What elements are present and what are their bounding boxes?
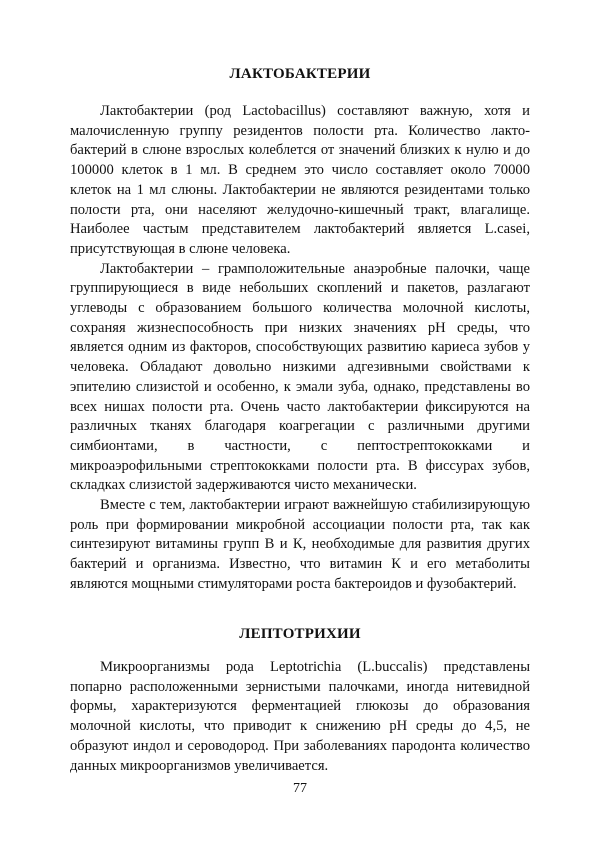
paragraph: Вместе с тем, лактобактерии играют важнейшую стабилизирующую роль при формировании микробной ассоциации полости рта, так как синтезируют витамины групп В и К, необходимые для развития других бактерий и организма. Известно, что витамин К и его метаболиты являются мощными стимуляторами роста бактероидов и фузобактерий.	[70, 497, 530, 592]
paragraph: Лактобактерии (род Lactobacillus) составляют важную, хотя и малочисленную группу резидентов полости рта. Количество лактобактерий в слюне взрослых колеблется от значений близких к нулю и до 100000 клеток в 1 мл. В среднем это число составляет около 70000 клеток на 1 мл слюны. Лактобактерии не являются резидентами только полости рта, они населяют желудочно-кишечный тракт, влагалище. Наиболее частым представителем лактобактерий является L.casei, присутствующая в слюне человека.	[70, 103, 530, 257]
section-title-lactobacteria: ЛАКТОБАКТЕРИИ	[229, 66, 371, 82]
paragraph: Лактобактерии – грамположительные анаэробные палочки, чаще группирующиеся в виде небольших скоплений и пакетов, разлагают углеводы с образованием большого количества молочной кислоты, сохраняя жизнеспособность при низких значениях pH среды, что является одним из факторов, способствующих развитию кариеса зубов у человека. Обладают довольно низкими адгезивными свойствами к эпителию слизистой и особенно, к эмали зуба, однако, представлены во всех нишах полости рта. Очень часто лактобактерии фиксируются на различных тканях благодаря коагрегации с различными другими симбионтами, в частности, с пептострептококками и микроаэрофильными стрептококками полости рта. В фиссурах зубов, складках слизистой задерживаются чисто механически.	[70, 260, 530, 494]
section-title-leptotrichia: ЛЕПТОТРИХИИ	[239, 626, 361, 642]
section-body-lactobacteria	[70, 102, 530, 595]
paragraph: Микроорганизмы рода Leptotrichia (L.buccalis) представлены попарно расположенными зернистыми палочками, иногда нитевидной формы, характеризуются ферментацией глюкозы до образования молочной кислоты, что приводит к снижению pH среды до 4,5, не образуют индол и сероводород. При заболеваниях пародонта количество данных микроорганизмов увеличивается.	[70, 659, 530, 774]
document-page	[70, 0, 530, 841]
page-number: 77	[293, 781, 307, 796]
section-body-leptotrichia	[70, 658, 530, 776]
